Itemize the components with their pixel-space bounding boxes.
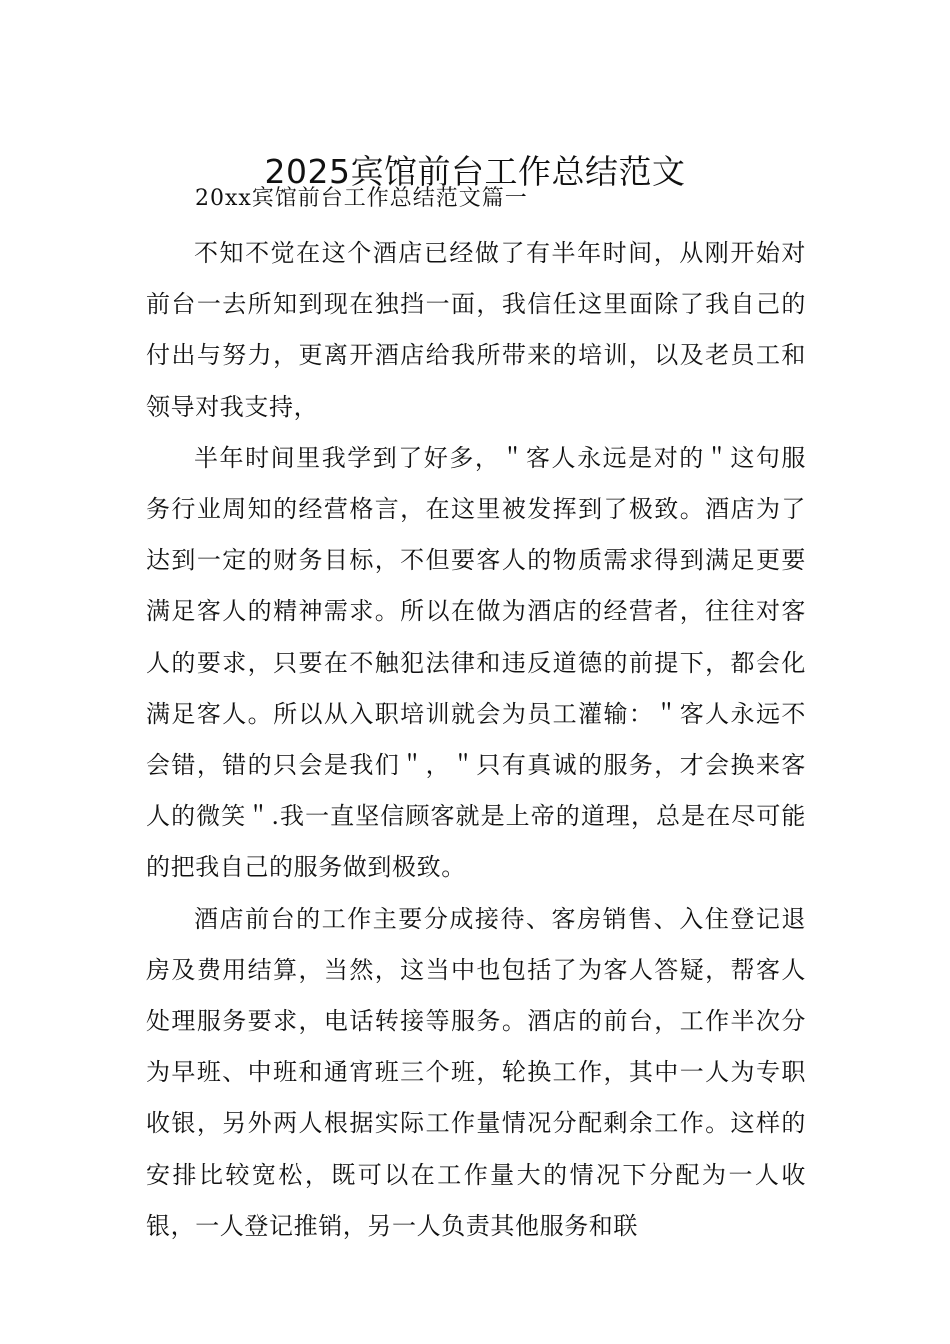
paragraph: 半年时间里我学到了好多，＂客人永远是对的＂这句服务行业周知的经营格言，在这里被发挥到了极致。酒店为了达到一定的财务目标，不但要客人的物质需求得到满足更要满足客人的精神需求。所以在做为酒店的经营者，往往对客人的要求，只要在不触犯法律和违反道德的前提下，都会化满足客人。所以从入职培训就会为员工灌输：＂客人永远不会错，错的只会是我们＂，＂只有真诚的服务，才会换来客人的微笑＂.我一直坚信顾客就是上帝的道理，总是在尽可能的把我自己的服务做到极致。 xyxy=(146,443,806,882)
paragraph: 酒店前台的工作主要分成接待、客房销售、入住登记退房及费用结算，当然，这当中也包括了为客人答疑，帮客人处理服务要求，电话转接等服务。酒店的前台，工作半次分为早班、中班和通宵班三个班，轮换工作，其中一人为专职收银，另外两人根据实际工作量情况分配剩余工作。这样的安排比较宽松，既可以在工作量大的情况下分配为一人收银，一人登记推销，另一人负责其他服务和联 xyxy=(146,904,806,1240)
document-title: 2025宾馆前台工作总结范文 xyxy=(264,152,686,192)
paragraph: 不知不觉在这个酒店已经做了有半年时间，从刚开始对前台一去所知到现在独挡一面，我信任这里面除了我自己的付出与努力，更离开酒店给我所带来的培训，以及老员工和领导对我支持， xyxy=(146,239,806,421)
document-body xyxy=(146,228,806,1252)
document-subtitle: 20xx宾馆前台工作总结范文篇一 xyxy=(195,186,528,211)
